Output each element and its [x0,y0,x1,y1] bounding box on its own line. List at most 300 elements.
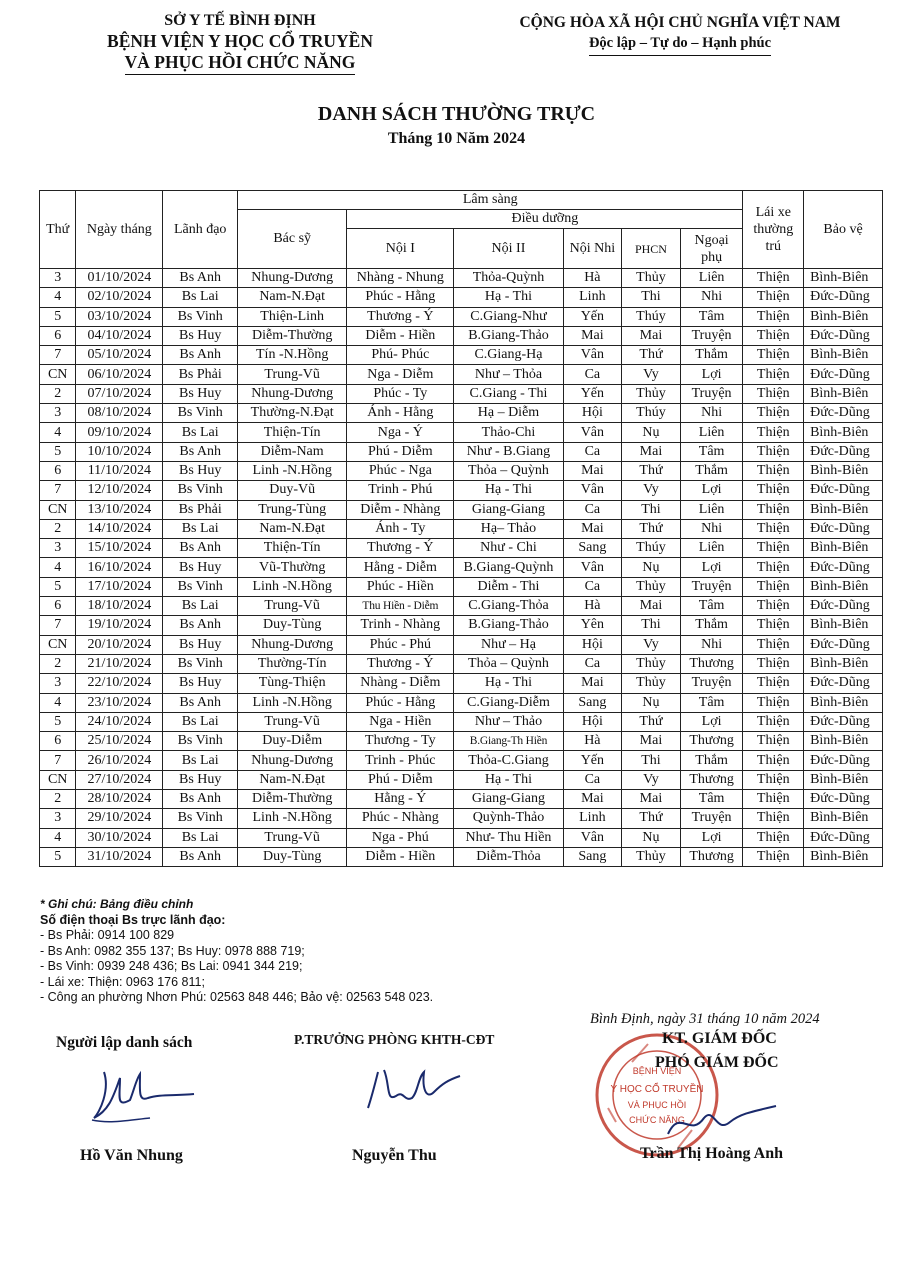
cell-rehab: Vy [622,481,681,500]
cell-date: 15/10/2024 [76,539,163,558]
cell-rehab: Thi [622,500,681,519]
cell-pediatrics: Yến [563,751,622,770]
cell-leader: Bs Lai [163,828,238,847]
table-row [40,307,883,326]
seal-line-1: BỆNH VIỆN [632,1066,682,1076]
cell-security: Bình-Biên [804,577,883,596]
cell-day: 4 [40,288,76,307]
cell-doctor: Diễm-Thường [238,326,347,345]
cell-date: 28/10/2024 [76,790,163,809]
cell-rehab: Mai [622,732,681,751]
cell-doctor: Linh -N.Hồng [238,693,347,712]
table-row [40,423,883,442]
cell-security: Bình-Biên [804,809,883,828]
cell-leader: Bs Huy [163,770,238,789]
table-row [40,384,883,403]
cell-internal-2: Hạ - Thi [454,481,563,500]
cell-security: Bình-Biên [804,269,883,288]
cell-rehab: Thúy [622,404,681,423]
cell-day: 4 [40,693,76,712]
cell-pediatrics: Hội [563,635,622,654]
cell-pediatrics: Linh [563,288,622,307]
cell-rehab: Vy [622,365,681,384]
cell-surgery: Liên [680,423,743,442]
cell-internal-2: Thỏa-C.Giang [454,751,563,770]
cell-pediatrics: Ca [563,365,622,384]
cell-leader: Bs Vinh [163,481,238,500]
cell-rehab: Thủy [622,654,681,673]
cell-doctor: Duy-Tùng [238,847,347,866]
phone-line: - Bs Anh: 0982 355 137; Bs Huy: 0978 888 719; [40,943,305,958]
cell-driver: Thiện [743,519,804,538]
seal-line-2: Y HỌC CỔ TRUYỀN [610,1084,704,1095]
cell-doctor: Duy-Vũ [238,481,347,500]
cell-security: Bình-Biên [804,307,883,326]
cell-date: 25/10/2024 [76,732,163,751]
cell-doctor: Nhung-Dương [238,384,347,403]
cell-rehab: Thứ [622,346,681,365]
table-row [40,597,883,616]
cell-rehab: Thủy [622,674,681,693]
table-row [40,500,883,519]
cell-pediatrics: Mai [563,326,622,345]
document-subtitle: Tháng 10 Năm 2024 [387,130,526,147]
table-row [40,269,883,288]
cell-day: 7 [40,481,76,500]
cell-date: 13/10/2024 [76,500,163,519]
cell-surgery: Nhi [680,635,743,654]
adjustment-note: * Ghi chú: Bảng điều chỉnh [40,897,194,911]
cell-internal-2: Giang-Giang [454,500,563,519]
cell-day: 7 [40,346,76,365]
cell-surgery: Truyện [680,384,743,403]
cell-surgery: Thắm [680,616,743,635]
col-header-driver: Lái xe thường trú [743,191,804,269]
cell-date: 08/10/2024 [76,404,163,423]
cell-date: 11/10/2024 [76,461,163,480]
cell-internal-1: Hằng - Ý [347,790,454,809]
cell-day: 7 [40,616,76,635]
cell-surgery: Tâm [680,693,743,712]
cell-date: 03/10/2024 [76,307,163,326]
cell-pediatrics: Mai [563,461,622,480]
cell-internal-2: C.Giang-Hạ [454,346,563,365]
cell-internal-2: Như – Thảo [454,712,563,731]
cell-surgery: Lợi [680,828,743,847]
col-header-doctor: Bác sỹ [238,210,347,269]
table-row [40,558,883,577]
table-row [40,577,883,596]
table-row [40,828,883,847]
cell-driver: Thiện [743,693,804,712]
cell-leader: Bs Lai [163,751,238,770]
cell-leader: Bs Huy [163,674,238,693]
cell-internal-2: Thảo-Chi [454,423,563,442]
cell-driver: Thiện [743,269,804,288]
cell-leader: Bs Vinh [163,654,238,673]
cell-internal-1: Ánh - Ty [347,519,454,538]
table-row [40,442,883,461]
cell-pediatrics: Hà [563,597,622,616]
table-row [40,288,883,307]
table-row [40,654,883,673]
cell-date: 20/10/2024 [76,635,163,654]
cell-leader: Bs Anh [163,693,238,712]
cell-leader: Bs Huy [163,326,238,345]
table-row [40,461,883,480]
cell-driver: Thiện [743,558,804,577]
cell-security: Bình-Biên [804,732,883,751]
cell-day: 6 [40,732,76,751]
cell-leader: Bs Anh [163,269,238,288]
dept-head-signature [360,1062,470,1122]
cell-pediatrics: Vân [563,558,622,577]
cell-internal-1: Thương - Ý [347,307,454,326]
cell-day: 4 [40,558,76,577]
cell-leader: Bs Vinh [163,577,238,596]
cell-internal-1: Diễm - Hiền [347,847,454,866]
creator-name: Hồ Văn Nhung [80,1147,183,1164]
cell-surgery: Lợi [680,365,743,384]
cell-date: 06/10/2024 [76,365,163,384]
cell-date: 30/10/2024 [76,828,163,847]
cell-day: 7 [40,751,76,770]
cell-security: Đức-Dũng [804,481,883,500]
phone-list-title: Số điện thoại Bs trực lãnh đạo: [40,912,226,927]
cell-surgery: Nhi [680,404,743,423]
table-row [40,751,883,770]
cell-day: 5 [40,712,76,731]
cell-pediatrics: Vân [563,828,622,847]
phone-line: - Bs Phải: 0914 100 829 [40,928,175,942]
cell-day: 4 [40,423,76,442]
cell-day: 3 [40,269,76,288]
col-header-leader: Lãnh đạo [163,191,238,269]
cell-internal-1: Phú- Phúc [347,346,454,365]
cell-pediatrics: Vân [563,423,622,442]
cell-internal-1: Diễm - Hiền [347,326,454,345]
cell-internal-2: C.Giang - Thi [454,384,563,403]
cell-leader: Bs Huy [163,384,238,403]
cell-leader: Bs Phải [163,500,238,519]
cell-pediatrics: Ca [563,442,622,461]
seal-line-4: CHỨC NĂNG [629,1115,685,1125]
cell-driver: Thiện [743,346,804,365]
cell-internal-2: Giang-Giang [454,790,563,809]
cell-doctor: Thiện-Tín [238,539,347,558]
cell-leader: Bs Anh [163,790,238,809]
cell-internal-2: C.Giang-Như [454,307,563,326]
cell-leader: Bs Lai [163,423,238,442]
cell-driver: Thiện [743,828,804,847]
cell-rehab: Thi [622,751,681,770]
cell-day: 5 [40,847,76,866]
table-row [40,616,883,635]
cell-internal-1: Phúc - Ty [347,384,454,403]
cell-rehab: Thúy [622,307,681,326]
dept-head-name: Nguyễn Thu [352,1147,437,1164]
cell-surgery: Tâm [680,442,743,461]
cell-surgery: Lợi [680,558,743,577]
cell-surgery: Thắm [680,461,743,480]
col-header-security: Bảo vệ [804,191,883,269]
cell-date: 24/10/2024 [76,712,163,731]
nation-motto: Độc lập – Tự do – Hạnh phúc [589,33,771,56]
cell-surgery: Truyện [680,577,743,596]
table-row [40,712,883,731]
cell-day: 3 [40,404,76,423]
cell-day: 2 [40,384,76,403]
cell-date: 02/10/2024 [76,288,163,307]
cell-rehab: Thứ [622,712,681,731]
cell-driver: Thiện [743,654,804,673]
cell-internal-1: Nga - Hiền [347,712,454,731]
cell-internal-2: Như- Thu Hiền [454,828,563,847]
cell-security: Đức-Dũng [804,828,883,847]
cell-day: CN [40,635,76,654]
table-row [40,770,883,789]
cell-surgery: Thắm [680,346,743,365]
col-header-day: Thứ [40,191,76,269]
cell-day: 6 [40,461,76,480]
cell-day: 4 [40,828,76,847]
cell-date: 09/10/2024 [76,423,163,442]
cell-driver: Thiện [743,404,804,423]
cell-security: Bình-Biên [804,423,883,442]
cell-rehab: Thủy [622,577,681,596]
phone-line: - Công an phường Nhơn Phú: 02563 848 446; Bảo vệ: 02563 548 023. [40,990,434,1004]
cell-doctor: Linh -N.Hồng [238,461,347,480]
cell-internal-2: Thỏa – Quỳnh [454,461,563,480]
cell-day: CN [40,500,76,519]
cell-rehab: Nụ [622,693,681,712]
cell-rehab: Thủy [622,269,681,288]
cell-surgery: Lợi [680,712,743,731]
col-header-rehab: PHCN [622,229,681,269]
table-row [40,732,883,751]
cell-rehab: Mai [622,790,681,809]
issuer-header [40,10,440,75]
cell-doctor: Linh -N.Hồng [238,809,347,828]
cell-doctor: Tùng-Thiện [238,674,347,693]
cell-internal-1: Phú - Diễm [347,770,454,789]
cell-rehab: Vy [622,635,681,654]
cell-security: Đức-Dũng [804,790,883,809]
cell-rehab: Thi [622,616,681,635]
cell-day: 6 [40,326,76,345]
dept-head-title: P.TRƯỞNG PHÒNG KHTH-CĐT [294,1032,495,1047]
cell-rehab: Thúy [622,539,681,558]
phone-line: - Lái xe: Thiện: 0963 176 811; [40,974,205,989]
cell-day: 3 [40,809,76,828]
cell-internal-1: Thương - Ý [347,539,454,558]
cell-leader: Bs Anh [163,346,238,365]
cell-internal-2: Quỳnh-Thảo [454,809,563,828]
col-header-clinical: Lâm sàng [238,191,743,210]
cell-date: 10/10/2024 [76,442,163,461]
cell-security: Bình-Biên [804,770,883,789]
cell-driver: Thiện [743,539,804,558]
cell-internal-2: Thỏa – Quỳnh [454,654,563,673]
cell-internal-1: Diễm - Nhàng [347,500,454,519]
cell-leader: Bs Lai [163,597,238,616]
cell-driver: Thiện [743,770,804,789]
cell-driver: Thiện [743,732,804,751]
cell-internal-1: Phúc - Nhàng [347,809,454,828]
cell-surgery: Truyện [680,674,743,693]
cell-security: Bình-Biên [804,847,883,866]
cell-doctor: Nam-N.Đạt [238,519,347,538]
cell-surgery: Thắm [680,751,743,770]
cell-driver: Thiện [743,616,804,635]
cell-pediatrics: Mai [563,519,622,538]
cell-internal-1: Phúc - Nga [347,461,454,480]
hospital-name-line2: VÀ PHỤC HỒI CHỨC NĂNG [125,52,356,75]
cell-security: Bình-Biên [804,616,883,635]
cell-internal-2: Diễm - Thi [454,577,563,596]
director-name: Trần Thị Hoàng Anh [640,1145,784,1162]
cell-date: 17/10/2024 [76,577,163,596]
table-row [40,847,883,866]
cell-pediatrics: Ca [563,654,622,673]
table-row [40,346,883,365]
cell-day: 5 [40,442,76,461]
cell-surgery: Nhi [680,519,743,538]
cell-date: 19/10/2024 [76,616,163,635]
cell-leader: Bs Huy [163,558,238,577]
cell-date: 27/10/2024 [76,770,163,789]
cell-driver: Thiện [743,635,804,654]
cell-driver: Thiện [743,307,804,326]
cell-internal-1: Trinh - Phú [347,481,454,500]
cell-internal-1: Nhàng - Diễm [347,674,454,693]
cell-security: Đức-Dũng [804,712,883,731]
cell-rehab: Thứ [622,519,681,538]
col-header-internal-1: Nội I [347,229,454,269]
cell-internal-1: Thương - Ý [347,654,454,673]
cell-date: 12/10/2024 [76,481,163,500]
cell-leader: Bs Vinh [163,732,238,751]
table-row [40,404,883,423]
cell-leader: Bs Vinh [163,809,238,828]
cell-internal-2: Hạ – Diễm [454,404,563,423]
cell-driver: Thiện [743,847,804,866]
cell-internal-2: C.Giang-Diễm [454,693,563,712]
table-row [40,481,883,500]
cell-doctor: Nhung-Dương [238,269,347,288]
cell-internal-1: Nga - Phú [347,828,454,847]
cell-security: Đức-Dũng [804,558,883,577]
cell-rehab: Nụ [622,423,681,442]
cell-pediatrics: Sang [563,539,622,558]
cell-internal-2: Như – Thỏa [454,365,563,384]
cell-internal-2: B.Giang-Thảo [454,326,563,345]
cell-rehab: Mai [622,597,681,616]
cell-date: 29/10/2024 [76,809,163,828]
col-header-date: Ngày tháng [76,191,163,269]
cell-rehab: Thi [622,288,681,307]
cell-doctor: Tín -N.Hồng [238,346,347,365]
col-header-internal-2: Nội II [454,229,563,269]
table-row [40,809,883,828]
cell-surgery: Thương [680,847,743,866]
cell-pediatrics: Ca [563,770,622,789]
cell-doctor: Duy-Tùng [238,616,347,635]
cell-leader: Bs Lai [163,288,238,307]
table-row [40,539,883,558]
cell-pediatrics: Linh [563,809,622,828]
cell-date: 22/10/2024 [76,674,163,693]
cell-day: 3 [40,674,76,693]
cell-surgery: Truyện [680,326,743,345]
cell-internal-1: Trinh - Phúc [347,751,454,770]
cell-pediatrics: Mai [563,790,622,809]
cell-doctor: Trung-Vũ [238,712,347,731]
cell-day: 3 [40,539,76,558]
roster-body [40,269,883,867]
cell-doctor: Trung-Vũ [238,365,347,384]
cell-doctor: Nam-N.Đạt [238,288,347,307]
cell-doctor: Nhung-Dương [238,635,347,654]
cell-pediatrics: Sang [563,847,622,866]
cell-surgery: Liên [680,269,743,288]
cell-day: 2 [40,654,76,673]
cell-date: 04/10/2024 [76,326,163,345]
cell-doctor: Diễm-Nam [238,442,347,461]
cell-pediatrics: Ca [563,577,622,596]
cell-driver: Thiện [743,481,804,500]
cell-driver: Thiện [743,384,804,403]
director-signature [660,1098,780,1148]
cell-internal-2: Thỏa-Quỳnh [454,269,563,288]
cell-day: 6 [40,597,76,616]
cell-security: Đức-Dũng [804,326,883,345]
cell-pediatrics: Yến [563,307,622,326]
seal-line-3: VÀ PHỤC HỒI [627,1100,687,1110]
cell-date: 01/10/2024 [76,269,163,288]
cell-internal-1: Phúc - Hằng [347,288,454,307]
deputy-director-title: PHÓ GIÁM ĐỐC [655,1054,779,1071]
cell-security: Đức-Dũng [804,519,883,538]
col-header-nursing: Điều dưỡng [347,210,743,229]
cell-pediatrics: Yên [563,616,622,635]
cell-pediatrics: Sang [563,693,622,712]
cell-date: 21/10/2024 [76,654,163,673]
cell-driver: Thiện [743,712,804,731]
cell-security: Bình-Biên [804,693,883,712]
phone-line: - Bs Vinh: 0939 248 436; Bs Lai: 0941 344 219; [40,959,303,973]
cell-internal-1: Ánh - Hằng [347,404,454,423]
cell-date: 18/10/2024 [76,597,163,616]
cell-leader: Bs Huy [163,461,238,480]
cell-date: 05/10/2024 [76,346,163,365]
cell-rehab: Nụ [622,828,681,847]
cell-security: Bình-Biên [804,384,883,403]
cell-driver: Thiện [743,365,804,384]
cell-internal-1: Phúc - Phú [347,635,454,654]
cell-driver: Thiện [743,751,804,770]
cell-internal-2: B.Giang-Th Hiền [454,732,563,751]
cell-security: Bình-Biên [804,654,883,673]
cell-security: Đức-Dũng [804,404,883,423]
hospital-name: BỆNH VIỆN Y HỌC CỔ TRUYỀN [107,31,373,51]
notes-section [40,897,433,1006]
director-title: KT. GIÁM ĐỐC [662,1030,777,1047]
cell-leader: Bs Lai [163,519,238,538]
cell-security: Đức-Dũng [804,365,883,384]
cell-doctor: Duy-Diễm [238,732,347,751]
cell-internal-1: Nga - Ý [347,423,454,442]
